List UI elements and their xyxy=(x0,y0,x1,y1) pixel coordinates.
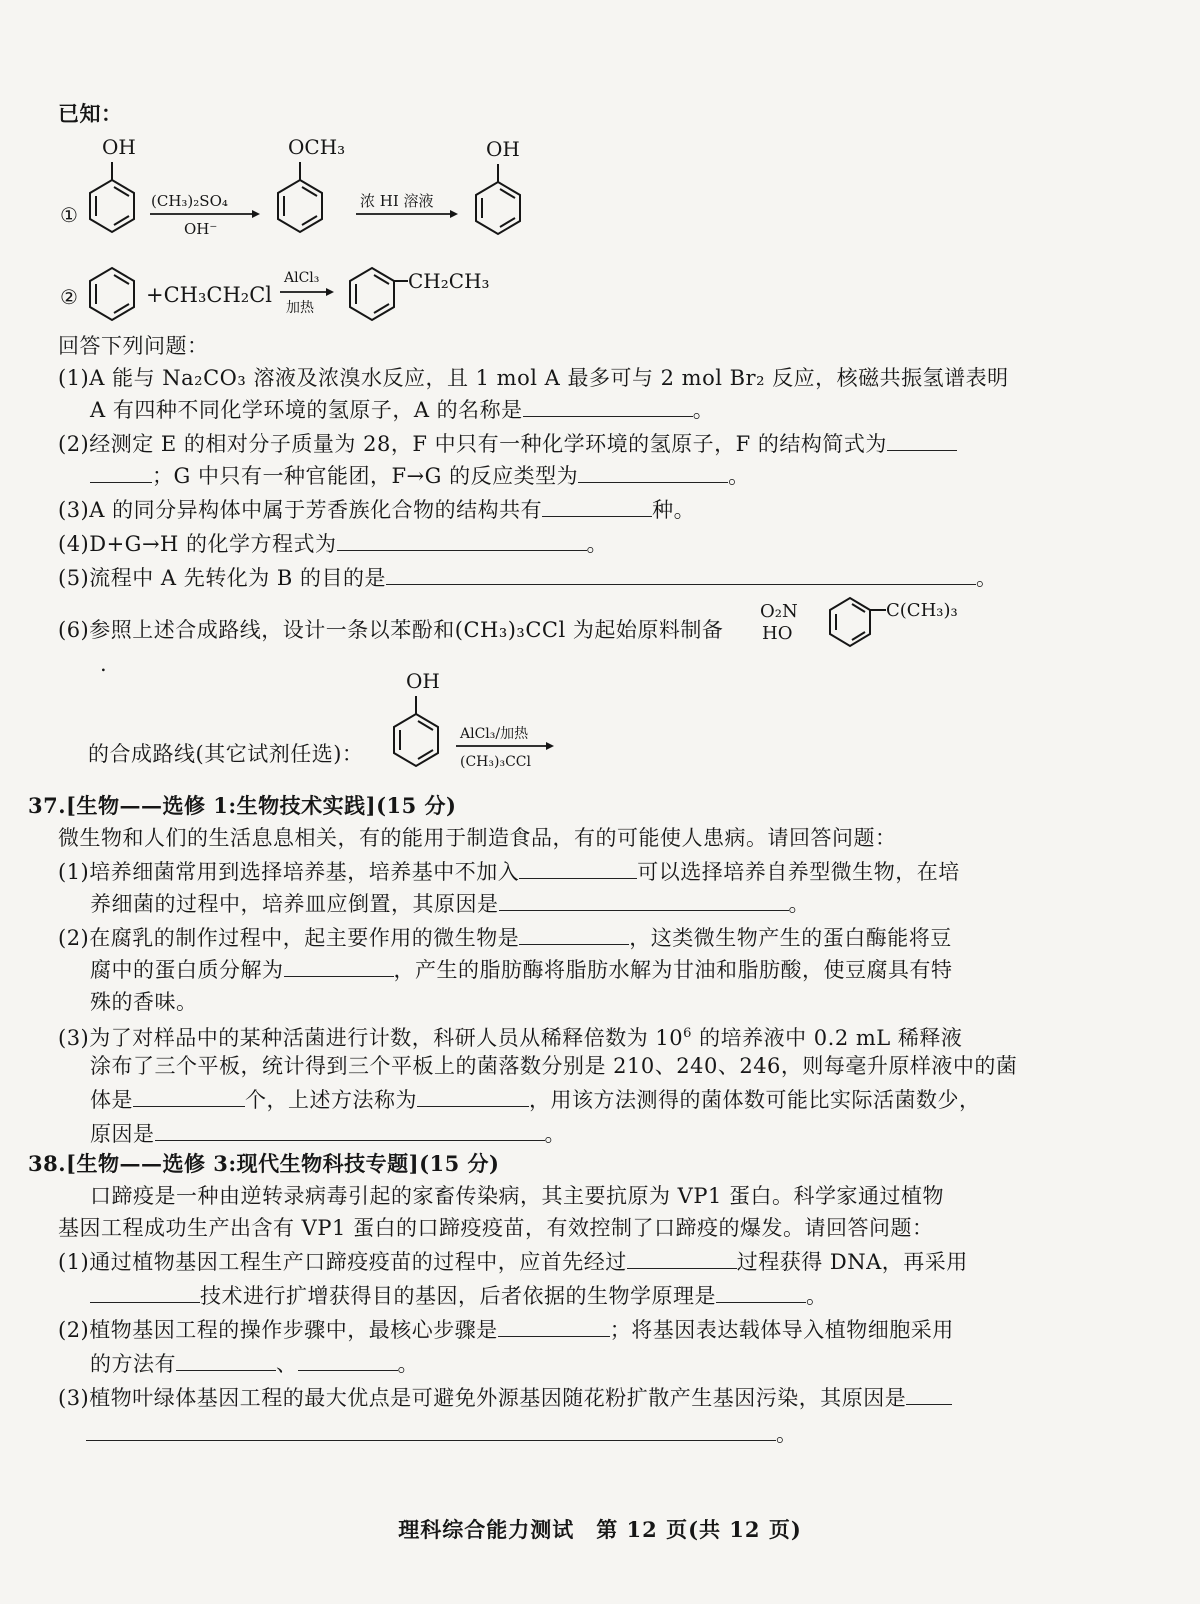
reagent-bottom: OH⁻ xyxy=(184,220,218,238)
answer-blank[interactable] xyxy=(133,1084,245,1107)
q5-text: (5)流程中 A 先转化为 B 的目的是 xyxy=(58,566,387,590)
ethyl-group: CH₂CH₃ xyxy=(408,269,490,293)
q38-3-line1 xyxy=(58,1382,952,1414)
answer-blank[interactable] xyxy=(284,954,394,977)
answer-blank[interactable] xyxy=(542,494,652,517)
q37-2-line3: 殊的香味。 xyxy=(90,990,198,1014)
benzene-ring-icon xyxy=(90,162,134,232)
reaction-2-number: ② xyxy=(60,285,78,309)
answer-prompt: 回答下列问题： xyxy=(58,334,209,358)
q37-2-line2 xyxy=(90,954,953,986)
answer-blank[interactable] xyxy=(627,1246,737,1269)
q2-text: (2)经测定 E 的相对分子质量为 28，F 中只有一种化学环境的氢原子，F 的结构简式为 xyxy=(58,432,887,456)
q4-line xyxy=(58,528,608,560)
q37-3-line1 xyxy=(58,1018,962,1054)
q3-end: 种。 xyxy=(652,498,696,522)
q2-line2 xyxy=(90,460,750,492)
q37-3-text-e: ，用该方法测得的菌体数可能比实际活菌数少， xyxy=(529,1088,981,1112)
page-footer: 理科综合能力测试 第 12 页(共 12 页) xyxy=(398,1517,802,1542)
route-start-group: OH xyxy=(406,669,440,693)
q38-1-end: 。 xyxy=(806,1284,828,1308)
reaction-1-scheme xyxy=(56,130,556,269)
q38-1-line1 xyxy=(58,1246,968,1278)
q38-2-text-a: (2)植物基因工程的操作步骤中，最核心步骤是 xyxy=(58,1318,498,1342)
route-arrow-bottom: (CH₃)₃CCl xyxy=(460,754,531,770)
answer-blank[interactable] xyxy=(90,460,152,483)
answer-blank[interactable] xyxy=(499,888,789,911)
intermediate-group: OCH₃ xyxy=(288,135,346,159)
q37-3-text-d: 个，上述方法称为 xyxy=(245,1088,417,1112)
nitro-group: O₂N xyxy=(760,601,798,622)
q3-line xyxy=(58,494,695,526)
q37-3-text-f: 原因是 xyxy=(90,1122,155,1146)
q37-2-text-c: 腐中的蛋白质分解为 xyxy=(90,958,284,982)
answer-blank[interactable] xyxy=(519,922,629,945)
q2-end: 。 xyxy=(728,464,750,488)
q38-2-sep: 、 xyxy=(276,1352,298,1376)
q38-2-text-b: ；将基因表达载体导入植物细胞采用 xyxy=(609,1318,954,1342)
benzene-ring-icon xyxy=(830,598,886,646)
q38-2-end: 。 xyxy=(397,1352,419,1376)
answer-blank[interactable] xyxy=(86,1418,776,1441)
answer-blank[interactable] xyxy=(176,1348,276,1371)
q3-text: (3)A 的同分异构体中属于芳香族化合物的结构共有 xyxy=(58,498,543,522)
answer-blank[interactable] xyxy=(716,1280,806,1303)
q37-3-line3 xyxy=(90,1084,981,1116)
benzene-ring-icon xyxy=(476,164,520,234)
q37-2-text-a: (2)在腐乳的制作过程中，起主要作用的微生物是 xyxy=(58,926,520,950)
reactant-group: OH xyxy=(102,135,136,159)
product-group: OH xyxy=(486,137,520,161)
q38-3-line2 xyxy=(86,1418,798,1450)
q37-title: 37.[生物——选修 1:生物技术实践](15 分) xyxy=(28,793,457,818)
answer-blank[interactable] xyxy=(417,1084,529,1107)
reagent-top: (CH₃)₂SO₄ xyxy=(151,192,228,210)
q38-3-text: (3)植物叶绿体基因工程的最大优点是可避免外源基因随花粉扩散产生基因污染，其原因是 xyxy=(58,1386,907,1410)
benzene-ring-icon xyxy=(278,162,322,232)
q37-3-exponent: 6 xyxy=(683,1026,692,1041)
q37-1-end: 。 xyxy=(788,892,810,916)
q1-line2 xyxy=(90,394,714,426)
q6-route-text: 的合成路线(其它试剂任选)： xyxy=(88,742,364,766)
q5-end: 。 xyxy=(976,566,998,590)
benzene-ring-icon xyxy=(90,268,134,320)
q38-3-end: 。 xyxy=(776,1422,798,1446)
q37-3-text-a: (3)为了对样品中的某种活菌进行计数，科研人员从稀释倍数为 10 xyxy=(58,1026,684,1050)
plus-reagent: +CH₃CH₂Cl xyxy=(146,283,272,307)
answer-blank[interactable] xyxy=(90,1280,200,1303)
answer-blank[interactable] xyxy=(498,1314,610,1337)
answer-blank[interactable] xyxy=(523,394,693,417)
q37-intro: 微生物和人们的生活息息相关，有的能用于制造食品，有的可能使人患病。请回答问题： xyxy=(58,826,897,850)
reaction-2-scheme xyxy=(56,262,536,332)
answer-blank[interactable] xyxy=(887,428,957,451)
q38-2-text-c: 的方法有 xyxy=(90,1352,176,1376)
q38-1-text-c: 技术进行扩增获得目的基因，后者依据的生物学原理是 xyxy=(200,1284,716,1308)
q38-title: 38.[生物——选修 3:现代生物科技专题](15 分) xyxy=(28,1151,500,1176)
q37-3-line2: 涂布了三个平板，统计得到三个平板上的菌落数分别是 210、240、246，则每毫升原样液中的菌 xyxy=(90,1054,1018,1078)
answer-blank[interactable] xyxy=(906,1382,952,1405)
q38-intro-1: 口蹄疫是一种由逆转录病毒引起的家畜传染病，其主要抗原为 VP1 蛋白。科学家通过植物 xyxy=(90,1184,945,1208)
target-molecule xyxy=(760,588,1000,672)
tbutyl-group: C(CH₃)₃ xyxy=(886,600,958,621)
q2-text-2: ；G 中只有一种官能团，F→G 的反应类型为 xyxy=(152,464,579,488)
reagent-2: 浓 HI 溶液 xyxy=(360,192,434,210)
route-arrow-top: AlCl₃/加热 xyxy=(460,726,529,742)
q38-intro-2: 基因工程成功生产出含有 VP1 蛋白的口蹄疫疫苗，有效控制了口蹄疫的爆发。请回答问题： xyxy=(58,1216,934,1240)
q1-end: 。 xyxy=(692,398,715,422)
benzene-ring-icon xyxy=(350,268,408,320)
q37-3-line4 xyxy=(90,1118,566,1150)
q37-2-text-b: ，这类微生物产生的蛋白酶能将豆 xyxy=(629,926,952,950)
q37-1-line2 xyxy=(90,888,810,920)
q38-1-line2 xyxy=(90,1280,828,1312)
catalyst-bottom: 加热 xyxy=(286,300,314,316)
reaction-1-number: ① xyxy=(60,203,78,227)
q38-2-line1 xyxy=(58,1314,954,1346)
q37-3-text-c: 体是 xyxy=(90,1088,133,1112)
q38-2-line2 xyxy=(90,1348,419,1380)
answer-blank[interactable] xyxy=(337,528,587,551)
q38-1-text-b: 过程获得 DNA，再采用 xyxy=(736,1250,968,1274)
answer-blank[interactable] xyxy=(578,460,728,483)
answer-blank[interactable] xyxy=(155,1118,545,1141)
hydroxy-group: HO xyxy=(762,623,793,644)
benzene-ring-icon xyxy=(394,696,438,766)
q4-end: 。 xyxy=(586,532,609,556)
route-start-scheme xyxy=(380,668,580,782)
answer-blank[interactable] xyxy=(298,1348,398,1371)
catalyst-top: AlCl₃ xyxy=(284,270,320,286)
q1-line1: (1)A 能与 Na₂CO₃ 溶液及浓溴水反应，且 1 mol A 最多可与 2 mol Br₂ 反应，核磁共振氢谱表明 xyxy=(58,366,1009,390)
q1-text: A 有四种不同化学环境的氢原子，A 的名称是 xyxy=(90,398,523,422)
q37-3-end: 。 xyxy=(544,1122,566,1146)
q6-line1: (6)参照上述合成路线，设计一条以苯酚和(CH₃)₃CCl 为起始原料制备 xyxy=(58,618,724,642)
q4-text: (4)D+G→H 的化学方程式为 xyxy=(58,532,337,556)
q37-2-text-d: ，产生的脂肪酶将脂肪水解为甘油和脂肪酸，使豆腐具有特 xyxy=(393,958,953,982)
q6-dot: . xyxy=(100,652,108,676)
q37-1-line1 xyxy=(58,856,960,888)
answer-blank[interactable] xyxy=(519,856,637,879)
q37-3-text-b: 的培养液中 0.2 mL 稀释液 xyxy=(691,1026,963,1050)
q37-2-line1 xyxy=(58,922,952,954)
known-label: 已知： xyxy=(58,101,123,126)
answer-blank[interactable] xyxy=(386,562,976,585)
q38-1-text-a: (1)通过植物基因工程生产口蹄疫疫苗的过程中，应首先经过 xyxy=(58,1250,627,1274)
q37-1-text-c: 养细菌的过程中，培养皿应倒置，其原因是 xyxy=(90,892,499,916)
q37-1-text-a: (1)培养细菌常用到选择培养基，培养基中不加入 xyxy=(58,860,520,884)
q2-line1 xyxy=(58,428,957,460)
q37-1-text-b: 可以选择培养自养型微生物，在培 xyxy=(637,860,960,884)
